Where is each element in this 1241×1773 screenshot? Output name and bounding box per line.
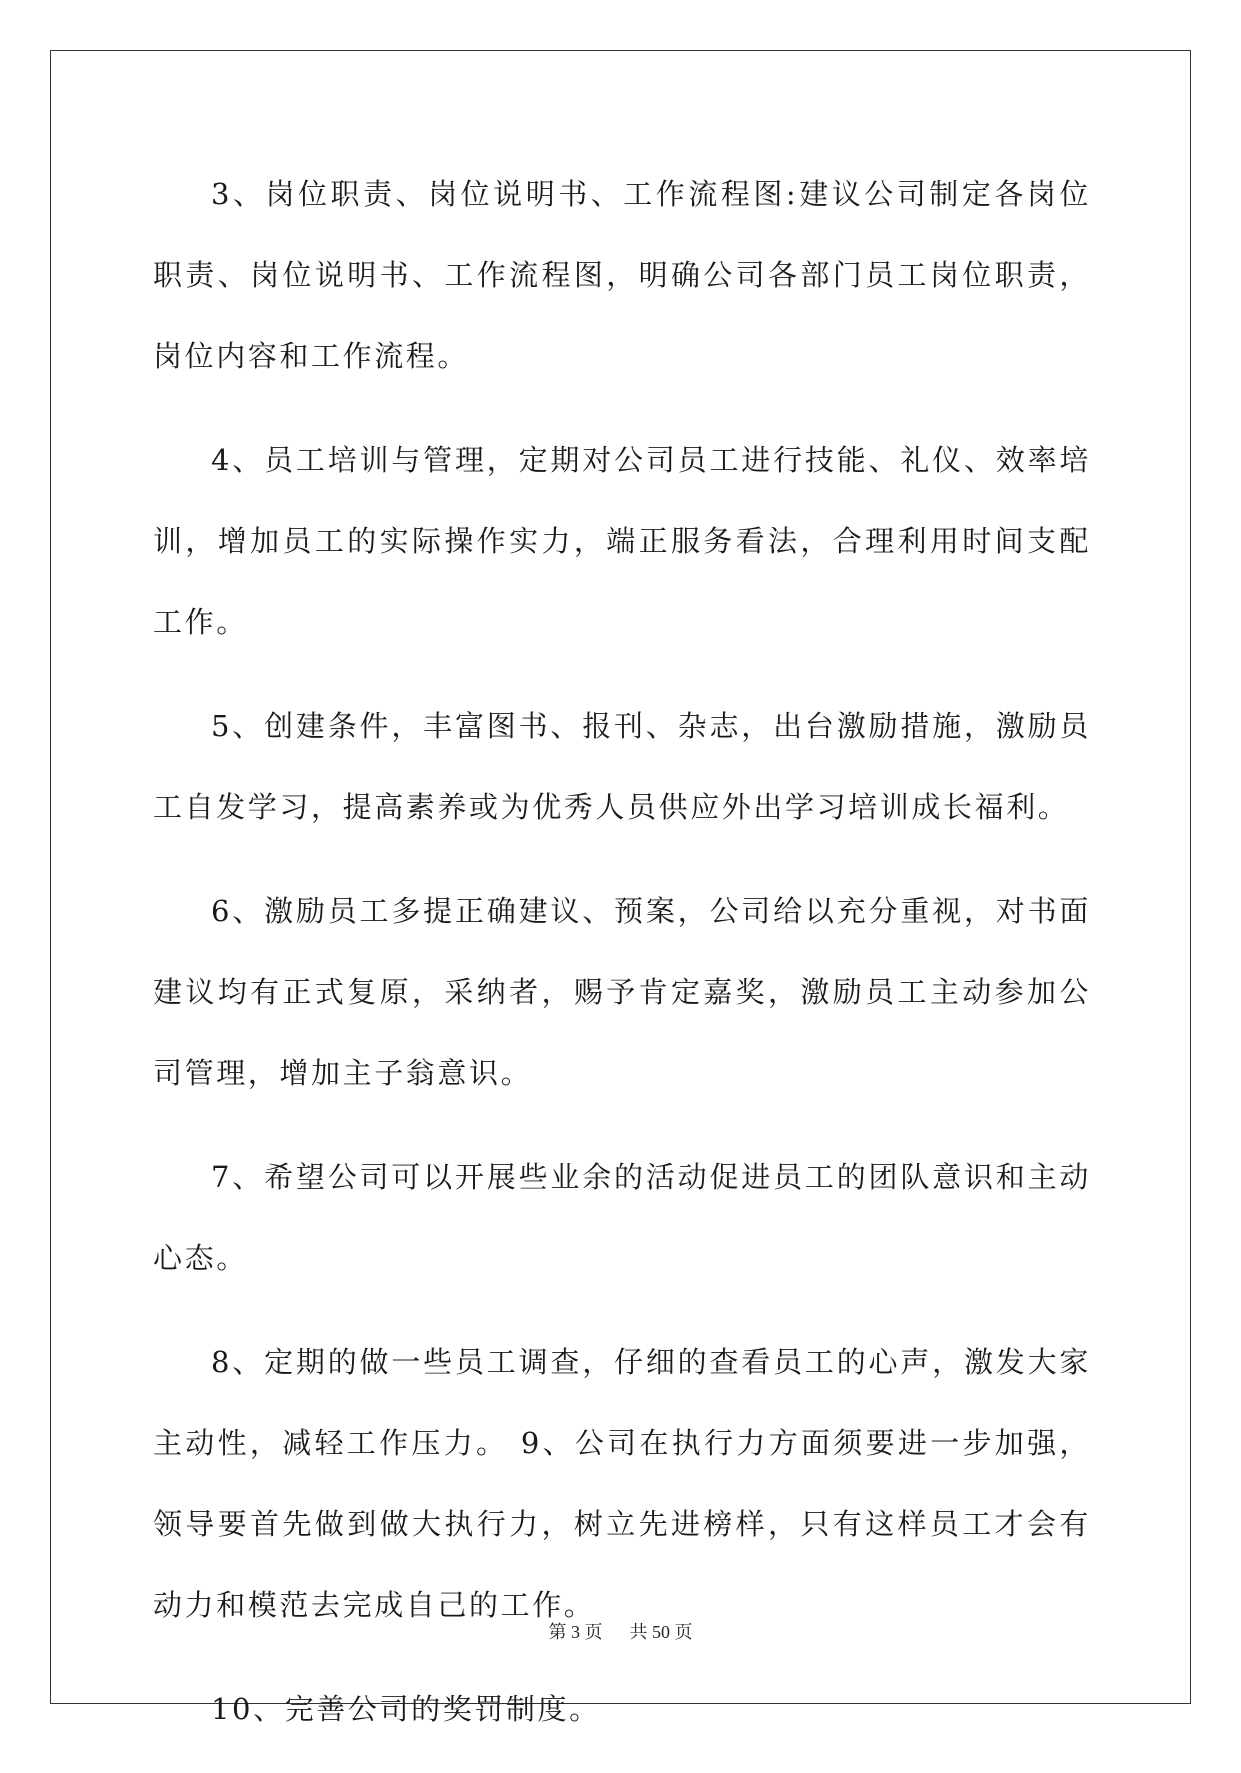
paragraph-7: 7、希望公司可以开展些业余的活动促进员工的团队意识和主动心态。 bbox=[153, 1160, 1091, 1275]
paragraph-3: 3、岗位职责、岗位说明书、工作流程图:建议公司制定各岗位职责、岗位说明书、工作流程图，明确公司各部门员工岗位职责，岗位内容和工作流程。 bbox=[153, 177, 1091, 373]
paragraph-5: 5、创建条件，丰富图书、报刊、杂志，出台激励措施，激励员工自发学习，提高素养或为优秀人员供应外出学习培训成长福利。 bbox=[153, 709, 1091, 824]
page-number: 第 3 页 bbox=[548, 1622, 603, 1642]
paragraph-8-9: 8、定期的做一些员工调查，仔细的查看员工的心声，激发大家主动性，减轻工作压力。 9、公司在执行力方面须要进一步加强，领导要首先做到做大执行力，树立先进榜样，只有这样员工才会有动力和模范去完成自己的工作。 bbox=[153, 1345, 1091, 1622]
document-body bbox=[153, 154, 1091, 1773]
paragraph-4: 4、员工培训与管理，定期对公司员工进行技能、礼仪、效率培训，增加员工的实际操作实力，端正服务看法，合理利用时间支配工作。 bbox=[153, 443, 1091, 639]
paragraph-6: 6、激励员工多提正确建议、预案，公司给以充分重视，对书面建议均有正式复原，采纳者，赐予肯定嘉奖，激励员工主动参加公司管理，增加主子翁意识。 bbox=[153, 894, 1091, 1090]
page-footer bbox=[0, 1618, 1241, 1644]
paragraph-10: 10、完善公司的奖罚制度。 bbox=[211, 1692, 601, 1726]
page-total: 共 50 页 bbox=[629, 1622, 693, 1642]
